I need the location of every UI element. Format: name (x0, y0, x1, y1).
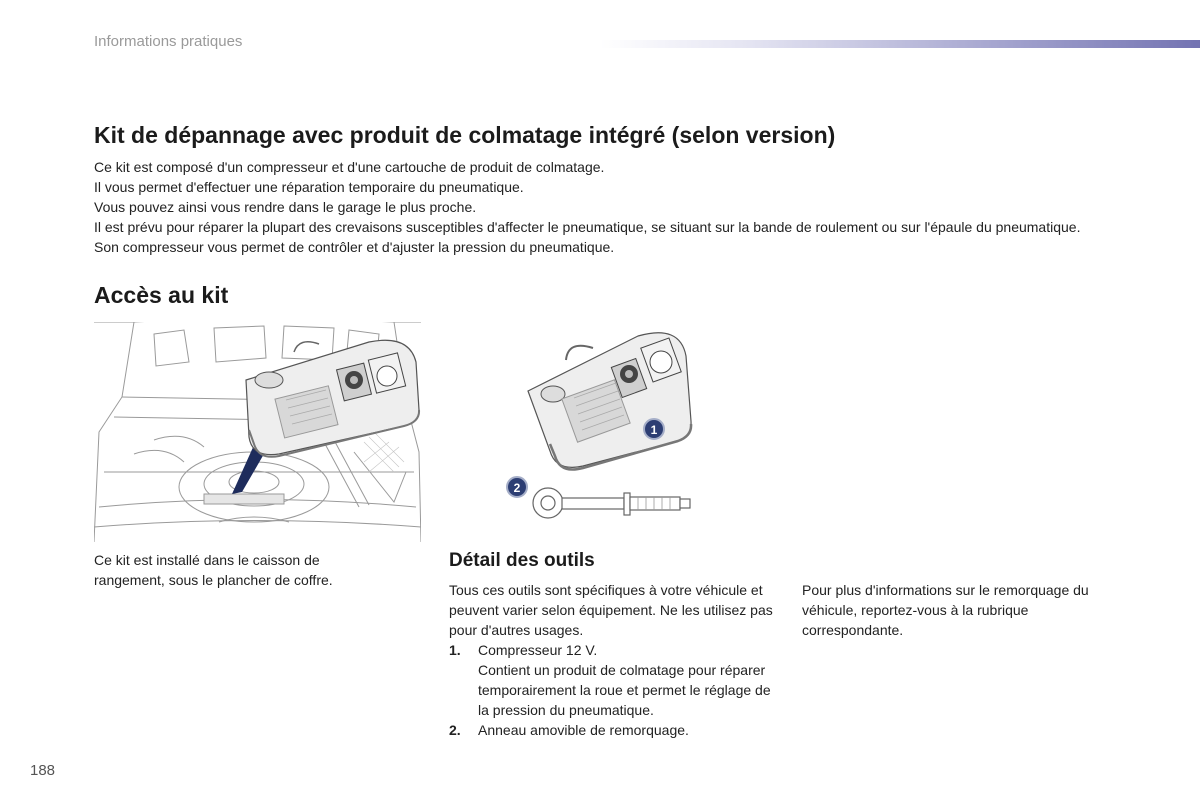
tools-heading: Détail des outils (449, 550, 595, 571)
compressor-inset (246, 340, 419, 457)
towing-note: Pour plus d'informations sur le remorquage du véhicule, reportez-vous à la rubrique correspondante. (802, 582, 1089, 638)
callout-number-2: 2 (513, 481, 521, 495)
intro-line: Il est prévu pour réparer la plupart des crevaisons susceptibles d'affecter le pneumatique, se situant sur la bande de roulement ou sur l'épaule du pneumatique. (94, 219, 1081, 235)
towing-eye-drawing (533, 488, 690, 518)
access-caption: Ce kit est installé dans le caisson de rangement, sous le plancher de coffre. (94, 552, 333, 588)
tools-description (449, 580, 779, 740)
intro-text (94, 157, 1104, 257)
page-number: 188 (30, 762, 56, 779)
page-title: Kit de dépannage avec produit de colmatage intégré (selon version) (94, 122, 836, 148)
trunk-illustration (94, 322, 421, 542)
tool-item-2 (449, 720, 779, 740)
intro-line: Il vous permet d'effectuer une réparation temporaire du pneumatique. (94, 179, 524, 195)
tool-item-title: Compresseur 12 V. (478, 642, 598, 658)
header-gradient-rule (600, 40, 1200, 48)
section-header: Informations pratiques (94, 33, 243, 50)
intro-line: Vous pouvez ainsi vous rendre dans le garage le plus proche. (94, 199, 477, 215)
tool-item-1 (449, 640, 779, 720)
tool-item-title: Anneau amovible de remorquage. (478, 722, 689, 738)
tool-item-number: 2. (449, 722, 461, 738)
intro-line: Ce kit est composé d'un compresseur et d'une cartouche de produit de colmatage. (94, 159, 605, 175)
tools-intro: Tous ces outils sont spécifiques à votre véhicule et peuvent varier selon équipement. Ne les utilisez pas pour d'autres usages. (449, 582, 773, 638)
intro-line: Son compresseur vous permet de contrôler et d'ajuster la pression du pneumatique. (94, 239, 615, 255)
tools-illustration (498, 326, 703, 526)
compressor-drawing (528, 333, 691, 470)
callout-number-1: 1 (650, 423, 658, 437)
tool-item-description: Contient un produit de colmatage pour réparer temporairement la roue et permet le réglage de la pression du pneumatique. (478, 662, 771, 718)
tool-item-number: 1. (449, 642, 461, 658)
section-title-access: Accès au kit (94, 282, 229, 308)
